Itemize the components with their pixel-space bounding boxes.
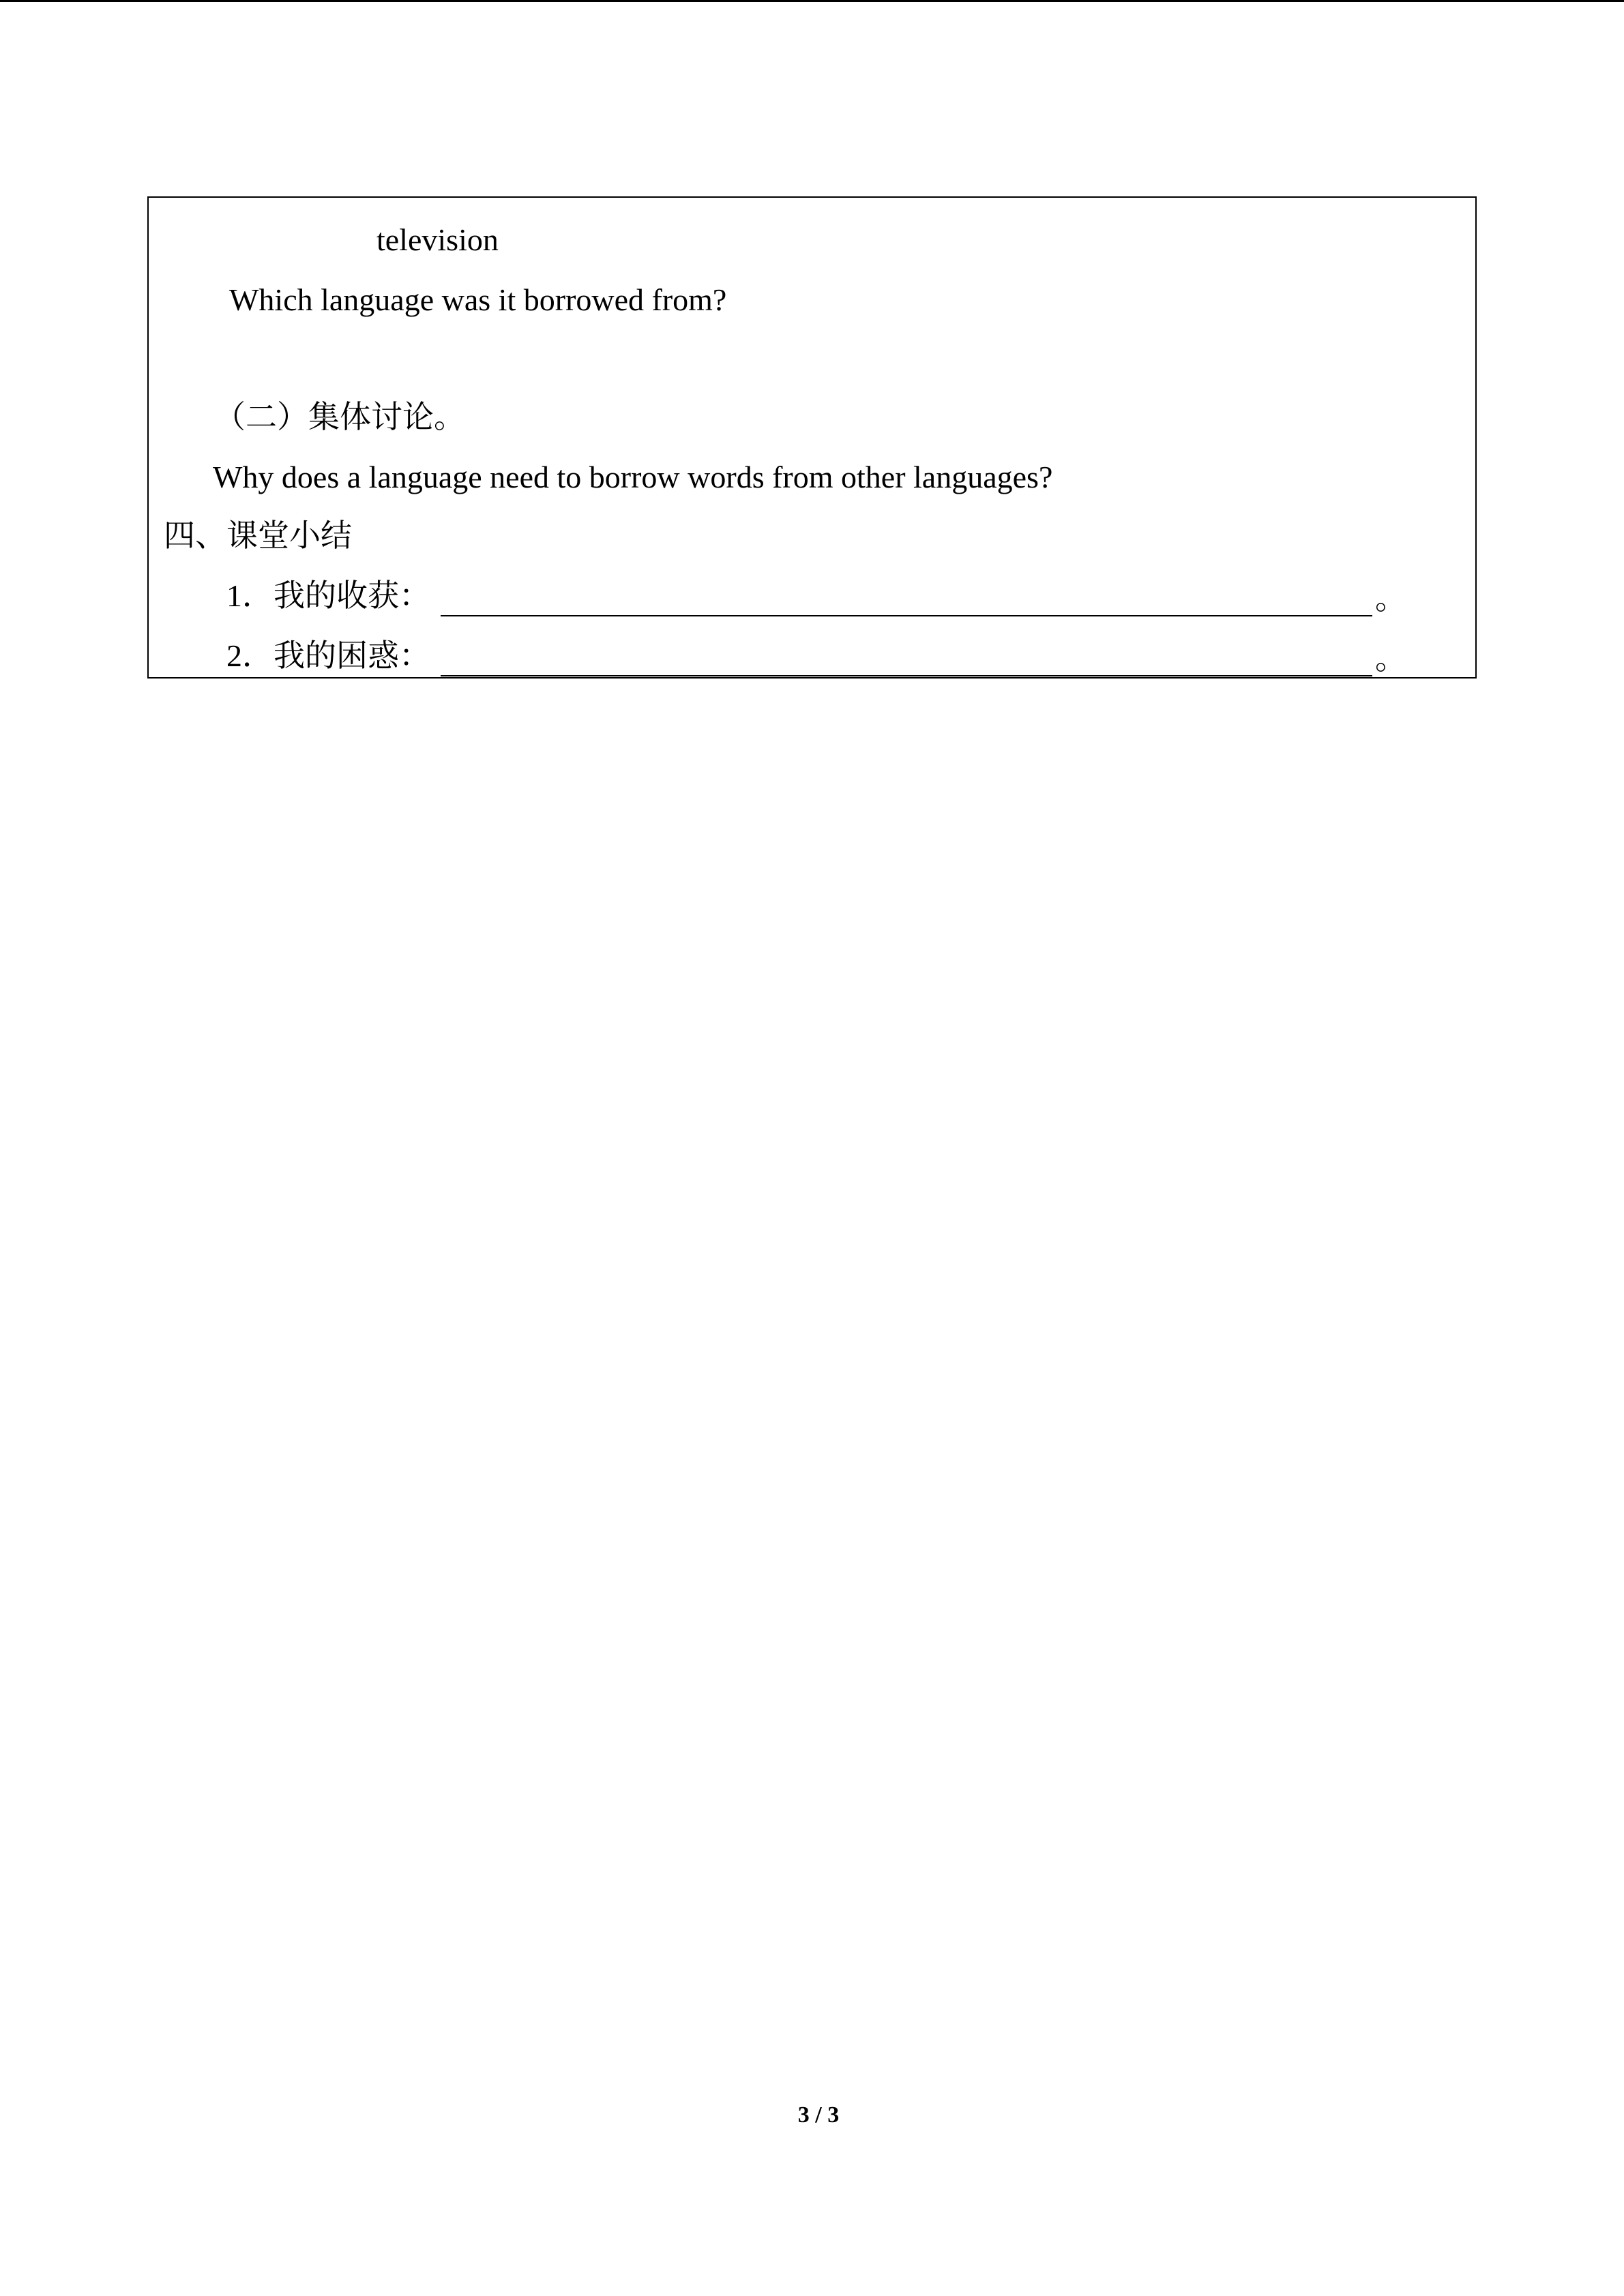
summary-gains-blank[interactable] (441, 615, 1372, 616)
question-why-borrow: Why does a language need to borrow words from other languages? (213, 460, 1053, 494)
discussion-heading: （二）集体讨论。 (214, 400, 465, 434)
summary-gains-label: 1．我的收获： (226, 578, 430, 613)
worksheet-box (147, 196, 1477, 679)
summary-gains-period: 。 (1375, 581, 1406, 616)
summary-confusion-period: 。 (1375, 641, 1406, 676)
word-television: television (377, 222, 499, 257)
page-top-rule (0, 0, 1624, 2)
summary-heading: 四、课堂小结 (164, 518, 352, 553)
summary-confusion-label: 2．我的困惑： (226, 638, 430, 673)
question-borrowed-from: Which language was it borrowed from? (229, 282, 727, 317)
page-number: 3 / 3 (797, 2102, 840, 2128)
summary-confusion-blank[interactable] (441, 675, 1372, 676)
